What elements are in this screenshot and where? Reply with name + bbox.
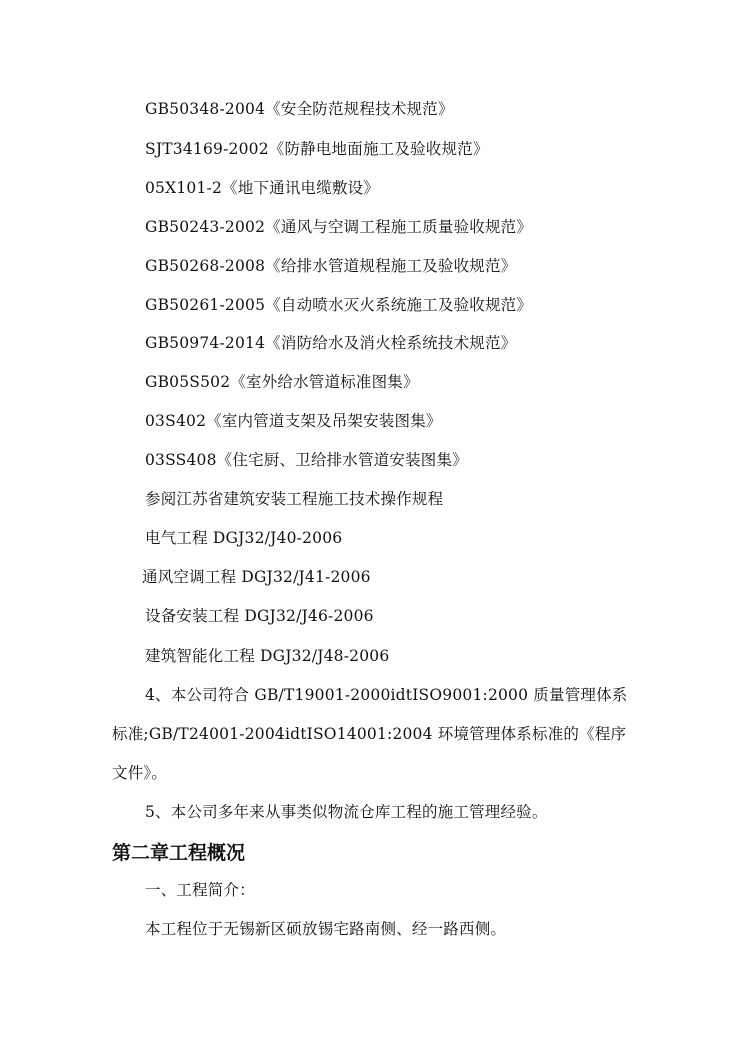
- reference-line: 电气工程 DGJ32/J40-2006: [145, 529, 343, 547]
- chapter-heading: 第二章工程概况: [112, 842, 246, 864]
- reference-line: GB50348-2004《安全防范规程技术规范》: [145, 100, 454, 118]
- item5-line: 5、本公司多年来从事类似物流仓库工程的施工管理经验。: [145, 803, 548, 821]
- reference-line: 03S402《室内管道支架及吊架安装图集》: [145, 412, 442, 430]
- reference-line: SJT34169-2002《防静电地面施工及验收规范》: [145, 140, 489, 158]
- reference-line: 通风空调工程 DGJ32/J41-2006: [142, 568, 371, 586]
- reference-line: GB50261-2005《自动喷水灭火系统施工及验收规范》: [145, 296, 533, 314]
- item4-line3: 文件》。: [112, 764, 168, 782]
- reference-line: GB05S502《室外给水管道标准图集》: [145, 373, 419, 391]
- item4-line2: 标准;GB/T24001-2004idtISO14001:2004 环境管理体系标准的《程序: [112, 725, 627, 743]
- reference-line: GB50974-2014《消防给水及消火栓系统技术规范》: [145, 334, 517, 352]
- item4-line1: 4、本公司符合 GB/T19001-2000idtISO9001:2000 质量管理体系: [145, 686, 628, 704]
- reference-line: 建筑智能化工程 DGJ32/J48-2006: [145, 647, 390, 665]
- reference-line: 03SS408《住宅厨、卫给排水管道安装图集》: [145, 451, 468, 469]
- intro-paragraph: 本工程位于无锡新区硕放锡宅路南侧、经一路西侧。: [145, 920, 507, 938]
- section-title: 一、工程简介：: [145, 881, 255, 899]
- reference-line: GB50268-2008《给排水管道规程施工及验收规范》: [145, 257, 517, 275]
- reference-line: 参阅江苏省建筑安装工程施工技术操作规程: [145, 490, 444, 508]
- reference-line: 设备安装工程 DGJ32/J46-2006: [145, 607, 374, 625]
- reference-line: 05X101-2《地下通讯电缆敷设》: [145, 179, 380, 197]
- reference-line: GB50243-2002《通风与空调工程施工质量验收规范》: [145, 218, 533, 236]
